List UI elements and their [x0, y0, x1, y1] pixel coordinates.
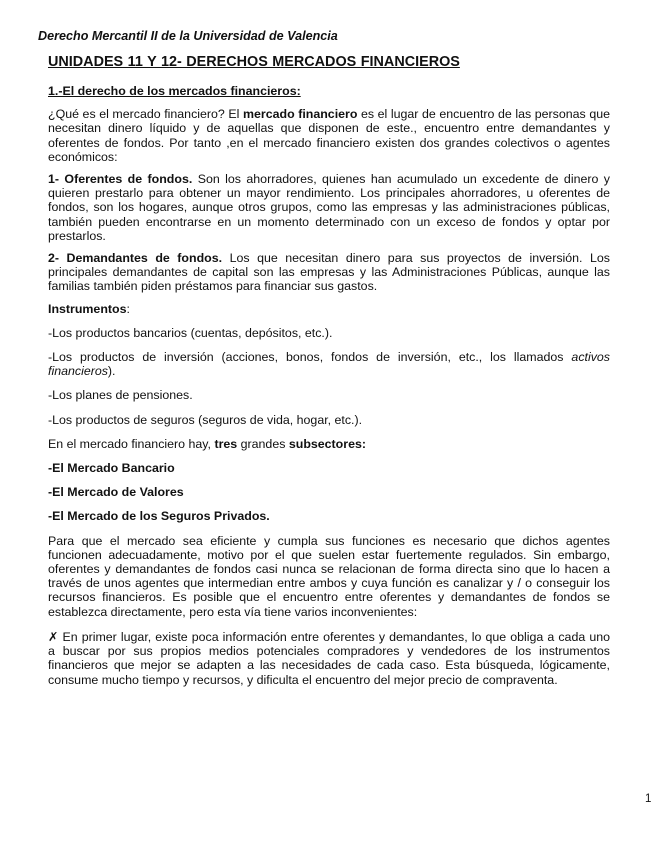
oferentes-label: 1- Oferentes de fondos.: [48, 172, 193, 187]
intro-paragraph: [48, 107, 610, 164]
instrument-inversion: [48, 350, 610, 378]
subsectores-text-c: grandes: [237, 436, 289, 451]
subsectores-intro: [48, 437, 610, 451]
inversion-term: activos financieros: [48, 350, 610, 379]
instrumentos-heading: [48, 302, 610, 316]
subsectores-count: tres: [214, 436, 238, 451]
intro-text-a: ¿Qué es el mercado financiero? El: [48, 107, 243, 122]
instrument-bancarios: -Los productos bancarios (cuentas, depósitos, etc.).: [48, 325, 333, 340]
instrument-seguros: -Los productos de seguros (seguros de vida, hogar, etc.).: [48, 412, 363, 427]
document-body: [48, 84, 610, 695]
subsectores-text-a: En el mercado financiero hay,: [48, 436, 215, 451]
demandantes-label: 2- Demandantes de fondos.: [48, 251, 223, 266]
demandantes-paragraph: [48, 251, 610, 294]
instrument-pensiones: -Los planes de pensiones.: [48, 388, 193, 403]
subsector-valores: -El Mercado de Valores: [48, 485, 184, 500]
intro-text-c: es el lugar de encuentro de las personas que necesitan dinero líquido y de aquellas que disponen de este., encuentro entre demandantes y oferentes de fondos. Por tanto ,en el mercado financiero existen dos grandes colectivos o agentes económicos:: [48, 107, 610, 164]
instrumentos-label: Instrumentos: [48, 301, 127, 316]
instrumentos-colon: :: [126, 301, 130, 316]
subsector-seguros: -El Mercado de los Seguros Privados.: [48, 509, 270, 524]
inconveniente-paragraph: ✗ En primer lugar, existe poca información entre oferentes y demandantes, lo que obliga a cada uno a buscar por sus propios medios potenciales compradores y vendedores de los instrumentos financieros que mejor se adapten a las necesidades de cada caso. Esta búsqueda, lógicamente, consume mucho tiempo y recursos, y dificulta el encuentro del mejor precio de compraventa.: [48, 629, 610, 687]
section-heading: 1.-El derecho de los mercados financieros:: [48, 84, 301, 98]
document-title: UNIDADES 11 Y 12- DERECHOS MERCADOS FINANCIEROS: [48, 54, 460, 70]
demandantes-text: Los que necesitan dinero para sus proyectos de inversión. Los principales demandantes de capital son las empresas y las Administraciones Públicas, aunque las familias también piden préstamos para financiar sus gastos.: [48, 251, 611, 294]
page-number: 1: [645, 793, 652, 805]
running-header: Derecho Mercantil II de la Universidad de Valencia: [38, 29, 338, 43]
subsector-bancario: -El Mercado Bancario: [48, 461, 175, 476]
inversion-text-c: ).: [107, 364, 116, 379]
inversion-text-a: -Los productos de inversión (acciones, bonos, fondos de inversión, etc., los llamados: [48, 350, 572, 365]
subsectores-label: subsectores:: [288, 436, 366, 451]
eficiencia-paragraph: Para que el mercado sea eficiente y cumpla sus funciones es necesario que dichos agentes funcionen adecuadamente, motivo por el que suelen estar fuertemente regulados. Sin embargo, oferentes y demandantes de fondos casi nunca se relacionan de forma directa sino que lo hacen a través de unos agentes que intermedian entre ambos y cuya función es canalizar y / o conseguir los recursos financieros. Es posible que el encuentro entre oferentes y demandantes de fondos se establezca directamente, pero esta vía tiene varios inconvenientes:: [48, 533, 610, 619]
intro-term: mercado financiero: [242, 107, 358, 122]
oferentes-paragraph: [48, 172, 610, 243]
oferentes-text: Son los ahorradores, quienes han acumulado un excedente de dinero y quieren prestarlo para obtener un mayor rendimiento. Los principales ahorradores, u oferentes de fondos, son los hogares, aunque otros grupos, como las empresas y las administraciones públicas, también pueden encontrarse en un momento determinado con un exceso de fondos y optar por prestarlos.: [48, 172, 610, 243]
